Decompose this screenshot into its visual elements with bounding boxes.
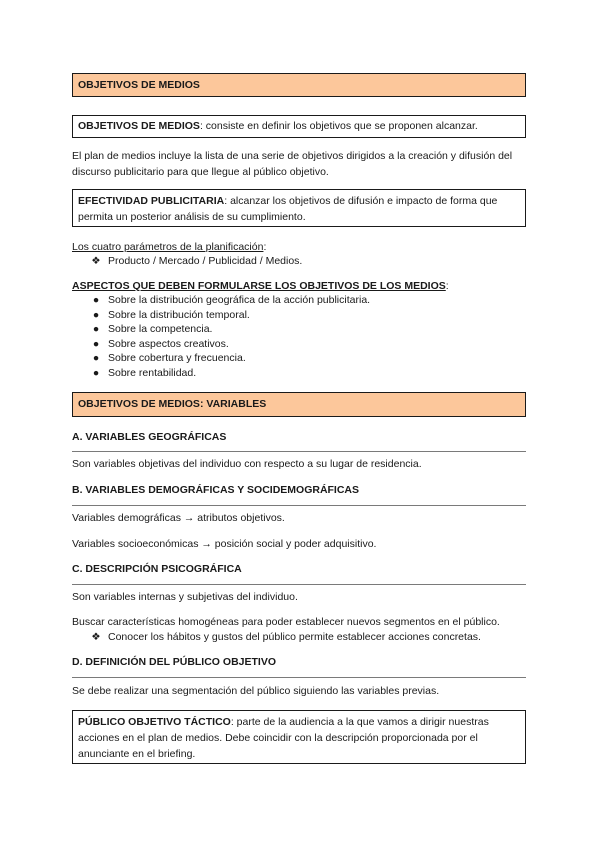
parameters-list <box>72 254 302 269</box>
aspects-heading-text: ASPECTOS QUE DEBEN FORMULARSE LOS OBJETIVOS DE LOS MEDIOS <box>72 280 446 292</box>
heading-variables-geograficas: A. VARIABLES GEOGRÁFICAS <box>72 431 227 443</box>
paragraph-plan-medios: El plan de medios incluye la lista de una serie de objetivos dirigidos a la creación y difusión del discurso publicitario para que llegue al público objetivo. <box>72 150 513 178</box>
paragraph-segmentacion: Se debe realizar una segmentación del público siguiendo las variables previas. <box>72 685 440 697</box>
diamond-bullet-icon: ❖ <box>91 255 101 267</box>
definition-box-efectividad <box>72 189 526 227</box>
psicografica-list <box>72 630 481 645</box>
list-item: ● Sobre aspectos creativos. <box>72 337 370 352</box>
list-item: ❖ Conocer los hábitos y gustos del público permite establecer acciones concretas. <box>91 631 481 643</box>
divider <box>72 451 526 452</box>
section-banner-variables <box>72 392 526 417</box>
paragraph-psicograficas: Son variables internas y subjetivas del individuo. <box>72 591 298 603</box>
parameters-label: Los cuatro parámetros de la planificación: <box>72 241 267 253</box>
divider <box>72 584 526 585</box>
definition-text: : consiste en definir los objetivos que se proponen alcanzar. <box>199 120 478 132</box>
definition-term: EFECTIVIDAD PUBLICITARIA <box>78 195 225 207</box>
heading-definicion-publico: D. DEFINICIÓN DEL PÚBLICO OBJETIVO <box>72 656 276 668</box>
dot-bullet-icon: ● <box>92 352 100 365</box>
list-item: ● Sobre rentabilidad. <box>72 366 370 381</box>
paragraph-caracteristicas: Buscar características homogéneas para poder establecer nuevos segmentos en el público. <box>72 616 500 628</box>
divider <box>72 505 526 506</box>
dot-bullet-icon: ● <box>92 366 100 379</box>
banner-title: OBJETIVOS DE MEDIOS: VARIABLES <box>78 398 267 410</box>
definition-term: PÚBLICO OBJETIVO TÁCTICO <box>78 716 231 728</box>
aspects-heading: ASPECTOS QUE DEBEN FORMULARSE LOS OBJETIVOS DE LOS MEDIOS: <box>72 280 449 292</box>
paragraph-geograficas: Son variables objetivas del individuo con respecto a su lugar de residencia. <box>72 458 422 470</box>
list-item: ● Sobre la distribución geográfica de la acción publicitaria. <box>72 293 370 308</box>
list-item: ● Sobre la distribución temporal. <box>72 308 370 323</box>
dot-bullet-icon: ● <box>92 323 100 336</box>
definition-box-publico-tactico <box>72 710 526 764</box>
list-item: ● Sobre cobertura y frecuencia. <box>72 351 370 366</box>
paragraph-socioeconomicas: Variables socioeconómicas → posición social y poder adquisitivo. <box>72 538 377 550</box>
diamond-bullet-icon: ❖ <box>91 631 101 643</box>
heading-descripcion-psicografica: C. DESCRIPCIÓN PSICOGRÁFICA <box>72 563 242 575</box>
section-banner-objetivos <box>72 73 526 97</box>
dot-bullet-icon: ● <box>92 294 100 306</box>
heading-variables-demograficas: B. VARIABLES DEMOGRÁFICAS Y SOCIDEMOGRÁFICAS <box>72 484 360 496</box>
list-item: ● Sobre la competencia. <box>72 322 370 337</box>
dot-bullet-icon: ● <box>92 337 100 350</box>
definition-text: : parte de la audiencia a la que vamos a dirigir nuestras acciones en el plan de medios. Debe coincidir con la descripción proporcionada por el anunciante en el briefing. <box>78 716 489 760</box>
definition-box-objetivos <box>72 115 526 138</box>
list-item: ❖ Producto / Mercado / Publicidad / Medios. <box>91 255 303 267</box>
parameters-label-text: Los cuatro parámetros de la planificación <box>72 241 264 253</box>
definition-text: : alcanzar los objetivos de difusión e impacto de forma que permita un posterior análisis de su cumplimiento. <box>78 195 498 223</box>
divider <box>72 677 526 678</box>
banner-title: OBJETIVOS DE MEDIOS <box>78 79 200 91</box>
paragraph-demograficas: Variables demográficas → atributos objetivos. <box>72 512 285 524</box>
aspects-list <box>72 293 370 381</box>
dot-bullet-icon: ● <box>92 308 100 321</box>
definition-term: OBJETIVOS DE MEDIOS <box>78 120 200 132</box>
